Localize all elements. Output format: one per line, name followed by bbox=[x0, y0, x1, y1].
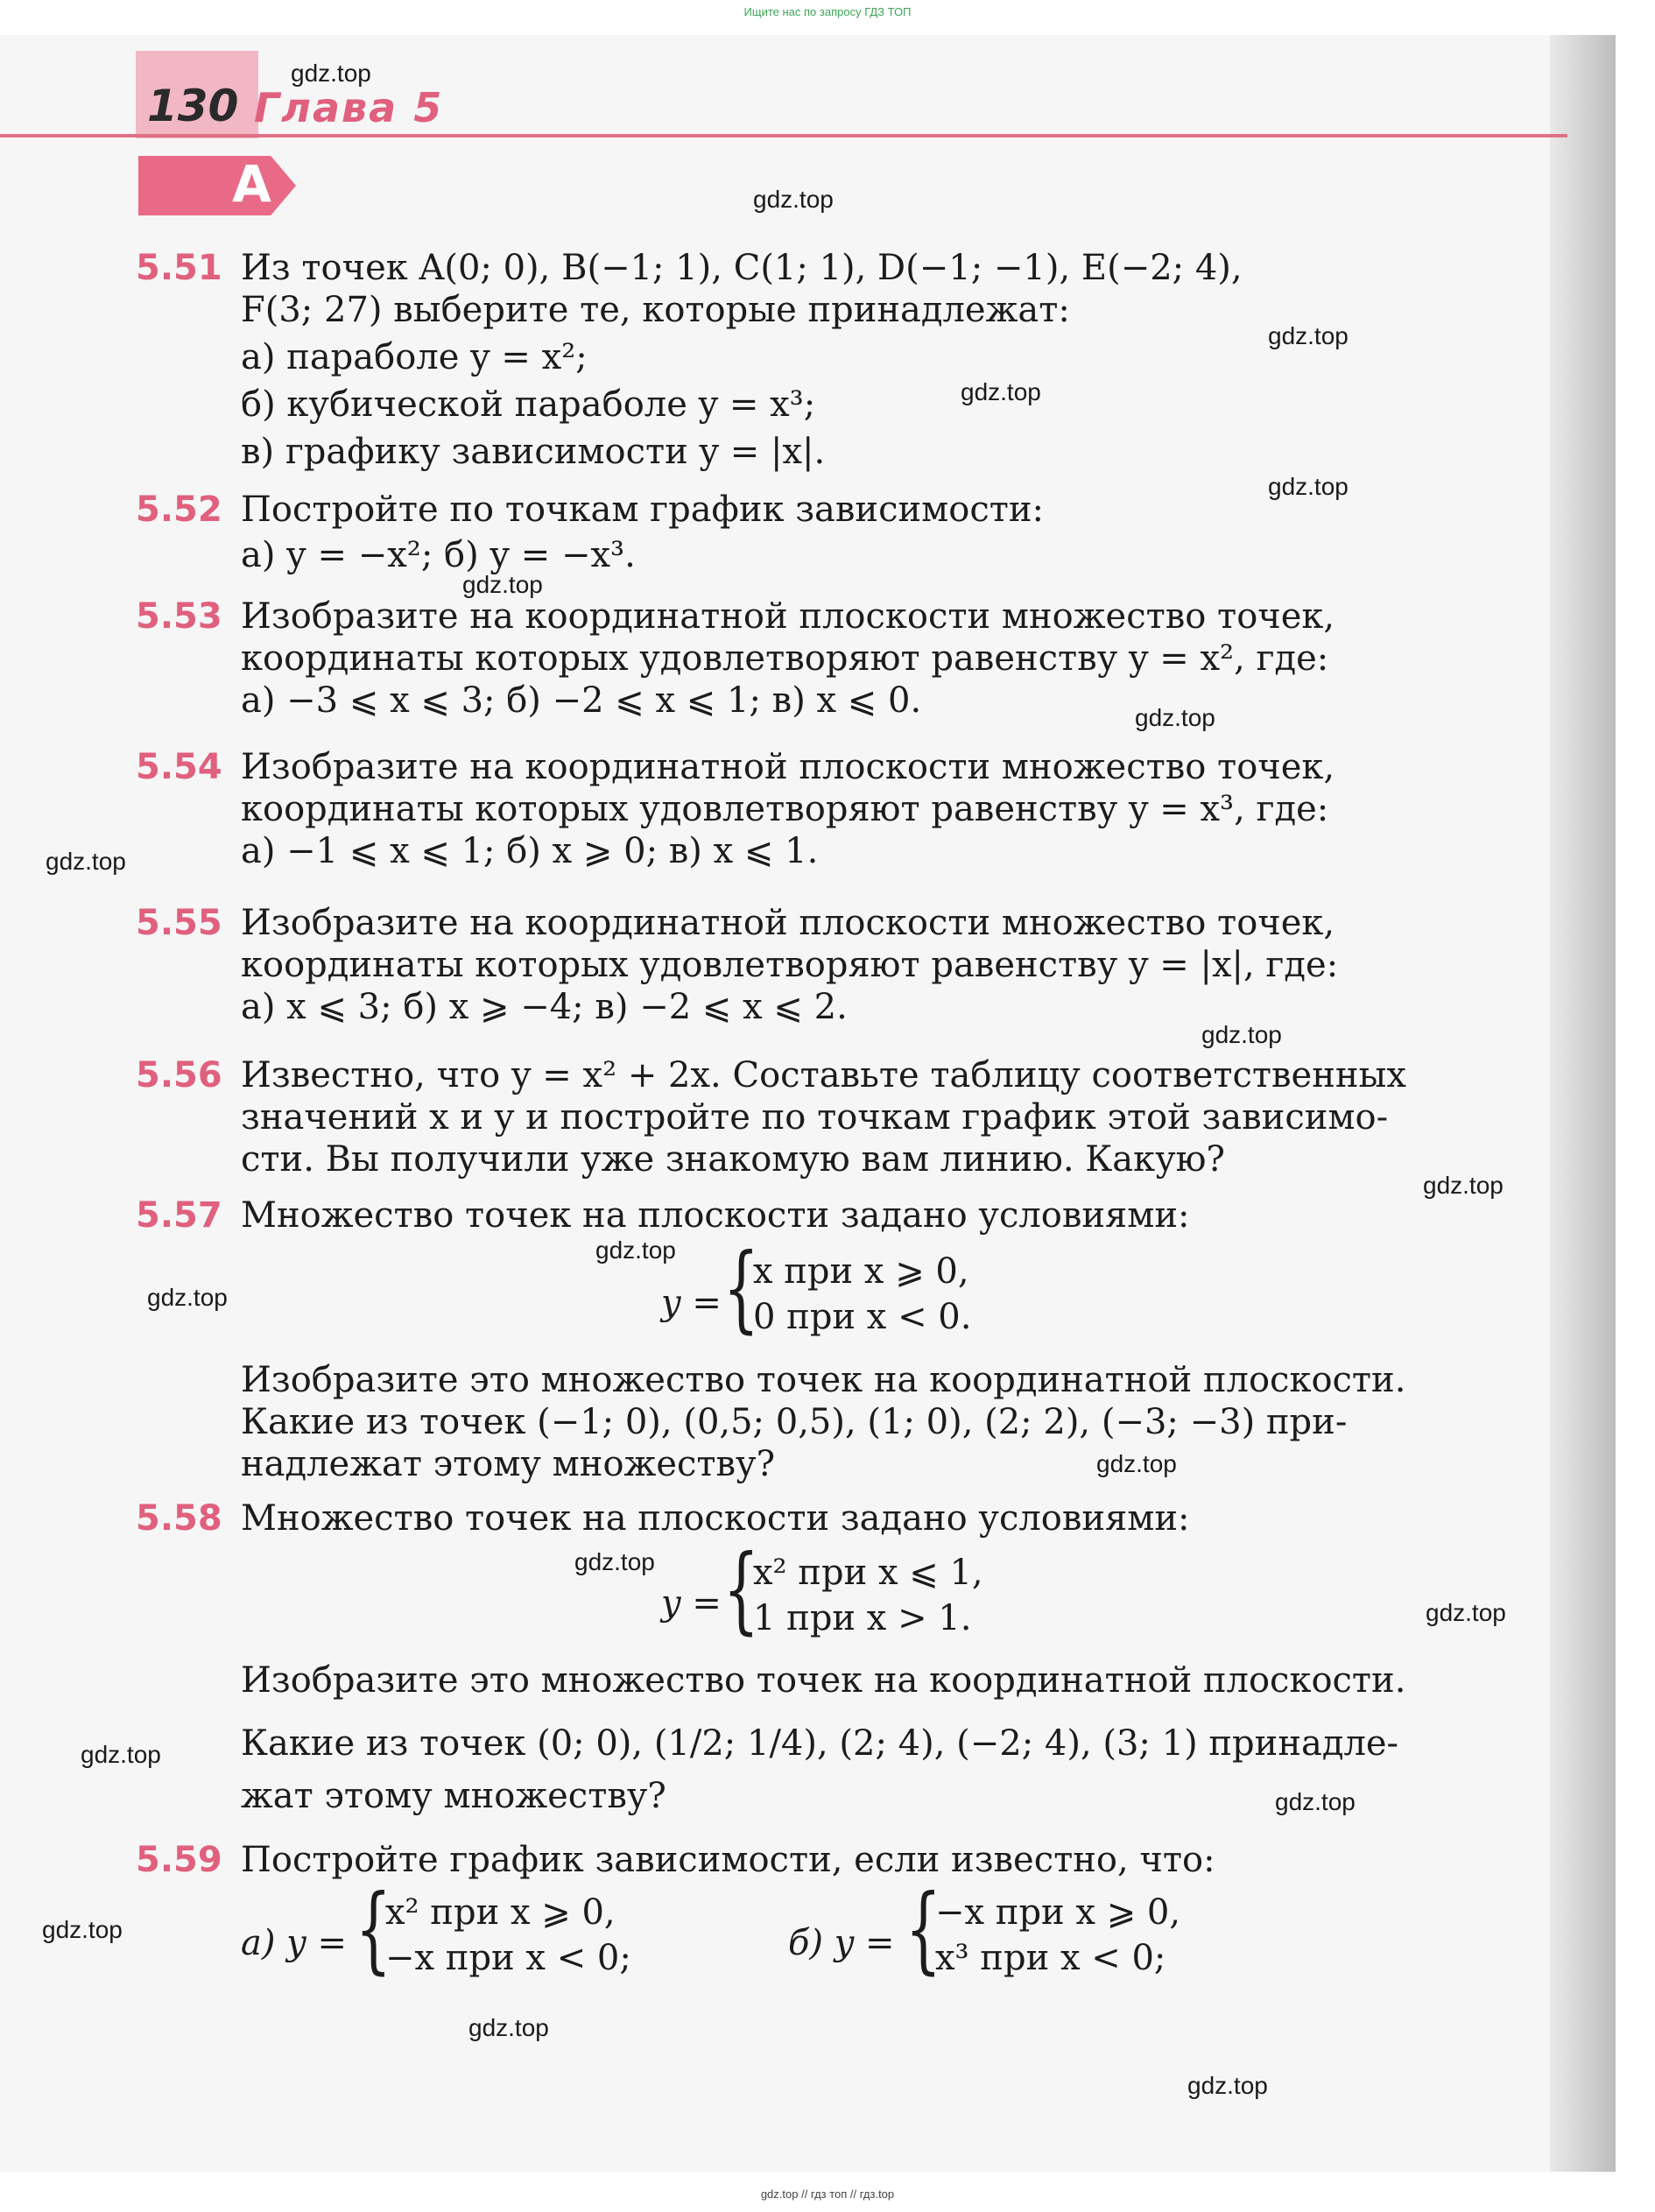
problem-line: в) графику зависимости y = |x|. bbox=[241, 432, 826, 472]
problem-number: 5.56 bbox=[136, 1055, 222, 1095]
problem-line: F(3; 27) выберите те, которые принадлежат: bbox=[241, 290, 1070, 330]
piecewise-brace: { bbox=[355, 1875, 391, 1984]
piecewise-cases bbox=[753, 1550, 983, 1641]
bottom-note: gdz.top // гдз топ // гдз.top bbox=[760, 2187, 895, 2201]
problem-number: 5.53 bbox=[136, 596, 222, 637]
problem-number: 5.52 bbox=[136, 490, 222, 530]
problem-line: а) −3 ⩽ x ⩽ 3; б) −2 ⩽ x ⩽ 1; в) x ⩽ 0. bbox=[241, 680, 922, 721]
problem-line: координаты которых удовлетворяют равенству y = x², где: bbox=[241, 638, 1329, 679]
problem-number: 5.59 bbox=[136, 1840, 222, 1880]
problem-number: 5.57 bbox=[136, 1195, 222, 1236]
problem-5-57 bbox=[136, 1194, 1502, 1236]
piecewise-y: y = bbox=[661, 1583, 722, 1624]
header-rule bbox=[0, 134, 1567, 137]
watermark: gdz.top bbox=[753, 186, 834, 213]
problem-number: 5.55 bbox=[136, 903, 222, 943]
watermark: gdz.top bbox=[1135, 704, 1215, 731]
piecewise-y: y = bbox=[661, 1283, 722, 1323]
problem-number: 5.51 bbox=[136, 248, 222, 288]
problem-line: координаты которых удовлетворяют равенству y = |x|, где: bbox=[241, 945, 1339, 985]
piecewise-brace: { bbox=[722, 1535, 759, 1645]
book-spine-shadow bbox=[1550, 35, 1616, 2172]
watermark: gdz.top bbox=[462, 571, 543, 598]
piecewise-cases bbox=[935, 1890, 1180, 1981]
section-letter: А bbox=[232, 154, 271, 214]
problem-line: а) −1 ⩽ x ⩽ 1; б) x ⩾ 0; в) x ⩽ 1. bbox=[241, 831, 819, 871]
case-line: x при x ⩾ 0, bbox=[753, 1251, 969, 1292]
watermark: gdz.top bbox=[46, 848, 126, 875]
problem-number: 5.58 bbox=[136, 1498, 222, 1539]
problem-5-58 bbox=[136, 1497, 1502, 1539]
problem-line: Изобразите это множество точек на координатной плоскости. bbox=[241, 1360, 1406, 1400]
watermark: gdz.top bbox=[1096, 1450, 1177, 1477]
problem-number: 5.54 bbox=[136, 747, 222, 787]
problem-line: жат этому множеству? bbox=[241, 1776, 666, 1816]
problem-line: Множество точек на плоскости задано условиями: bbox=[241, 1195, 1190, 1236]
watermark: gdz.top bbox=[1426, 1599, 1506, 1626]
watermark: gdz.top bbox=[595, 1236, 676, 1264]
problem-line: Какие из точек (0; 0), (1/2; 1/4), (2; 4), (−2; 4), (3; 1) принадле- bbox=[241, 1723, 1399, 1764]
piecewise-cases bbox=[753, 1249, 971, 1340]
case-line: x³ при x < 0; bbox=[935, 1938, 1166, 1978]
chapter-title: Глава 5 bbox=[254, 84, 444, 131]
problem-5-59 bbox=[136, 1839, 1502, 1881]
watermark: gdz.top bbox=[1201, 1021, 1282, 1048]
problem-line: Изобразите на координатной плоскости множество точек, bbox=[241, 596, 1335, 637]
problem-line: Из точек A(0; 0), B(−1; 1), C(1; 1), D(−1; −1), E(−2; 4), bbox=[241, 248, 1243, 288]
problem-line: координаты которых удовлетворяют равенству y = x³, где: bbox=[241, 789, 1329, 829]
problem-5-54 bbox=[136, 746, 1502, 872]
watermark: gdz.top bbox=[1423, 1172, 1504, 1199]
piecewise-brace: { bbox=[722, 1234, 759, 1343]
case-line: 1 при x > 1. bbox=[753, 1598, 972, 1638]
case-line: 0 при x < 0. bbox=[753, 1297, 972, 1337]
watermark: gdz.top bbox=[147, 1284, 228, 1311]
watermark: gdz.top bbox=[81, 1741, 161, 1768]
watermark: gdz.top bbox=[1275, 1788, 1356, 1815]
watermark: gdz.top bbox=[1268, 473, 1349, 500]
section-badge bbox=[138, 156, 296, 215]
part-a-label: а) y = bbox=[241, 1923, 347, 1963]
part-b-label: б) y = bbox=[788, 1923, 895, 1963]
piecewise-brace: { bbox=[905, 1875, 941, 1984]
case-line: x² при x ⩽ 1, bbox=[753, 1553, 983, 1593]
watermark: gdz.top bbox=[1187, 2072, 1268, 2099]
problem-line: а) x ⩽ 3; б) x ⩾ −4; в) −2 ⩽ x ⩽ 2. bbox=[241, 987, 848, 1027]
problem-5-56 bbox=[136, 1054, 1502, 1180]
problem-line: надлежат этому множеству? bbox=[241, 1444, 776, 1484]
case-line: −x при x < 0; bbox=[385, 1938, 631, 1978]
problem-line: Изобразите на координатной плоскости множество точек, bbox=[241, 903, 1335, 943]
problem-line: Множество точек на плоскости задано условиями: bbox=[241, 1498, 1190, 1539]
watermark: gdz.top bbox=[1268, 322, 1349, 349]
problem-5-52 bbox=[136, 489, 1502, 576]
problem-line: сти. Вы получили уже знакомую вам линию. Какую? bbox=[241, 1139, 1225, 1180]
problem-5-57-continued bbox=[136, 1359, 1502, 1485]
problem-line: Какие из точек (−1; 0), (0,5; 0,5), (1; 0), (2; 2), (−3; −3) при- bbox=[241, 1402, 1348, 1442]
watermark: gdz.top bbox=[468, 2014, 549, 2041]
problem-5-53 bbox=[136, 595, 1502, 722]
problem-line: Постройте график зависимости, если известно, что: bbox=[241, 1840, 1215, 1880]
problem-line: Постройте по точкам график зависимости: bbox=[241, 490, 1045, 530]
watermark: gdz.top bbox=[574, 1548, 655, 1575]
problem-line: б) кубической параболе y = x³; bbox=[241, 384, 816, 425]
problem-line: Изобразите это множество точек на координатной плоскости. bbox=[241, 1660, 1406, 1701]
watermark: gdz.top bbox=[291, 60, 371, 87]
case-line: −x при x ⩾ 0, bbox=[935, 1892, 1181, 1933]
problem-line: Известно, что y = x² + 2x. Составьте таблицу соответственных bbox=[241, 1055, 1406, 1095]
problem-5-51 bbox=[136, 247, 1502, 473]
watermark: gdz.top bbox=[42, 1916, 123, 1943]
problem-line: Изобразите на координатной плоскости множество точек, bbox=[241, 747, 1335, 787]
piecewise-cases bbox=[385, 1890, 631, 1981]
problem-line: значений x и y и постройте по точкам график этой зависимо- bbox=[241, 1097, 1389, 1138]
problem-5-55 bbox=[136, 902, 1502, 1028]
top-note: Ищите нас по запросу ГДЗ ТОП bbox=[743, 5, 912, 18]
problem-line: а) y = −x²; б) y = −x³. bbox=[241, 535, 636, 575]
case-line: x² при x ⩾ 0, bbox=[385, 1892, 616, 1933]
problem-line: а) параболе y = x²; bbox=[241, 337, 588, 377]
page-number: 130 bbox=[147, 81, 239, 131]
watermark: gdz.top bbox=[961, 378, 1041, 405]
